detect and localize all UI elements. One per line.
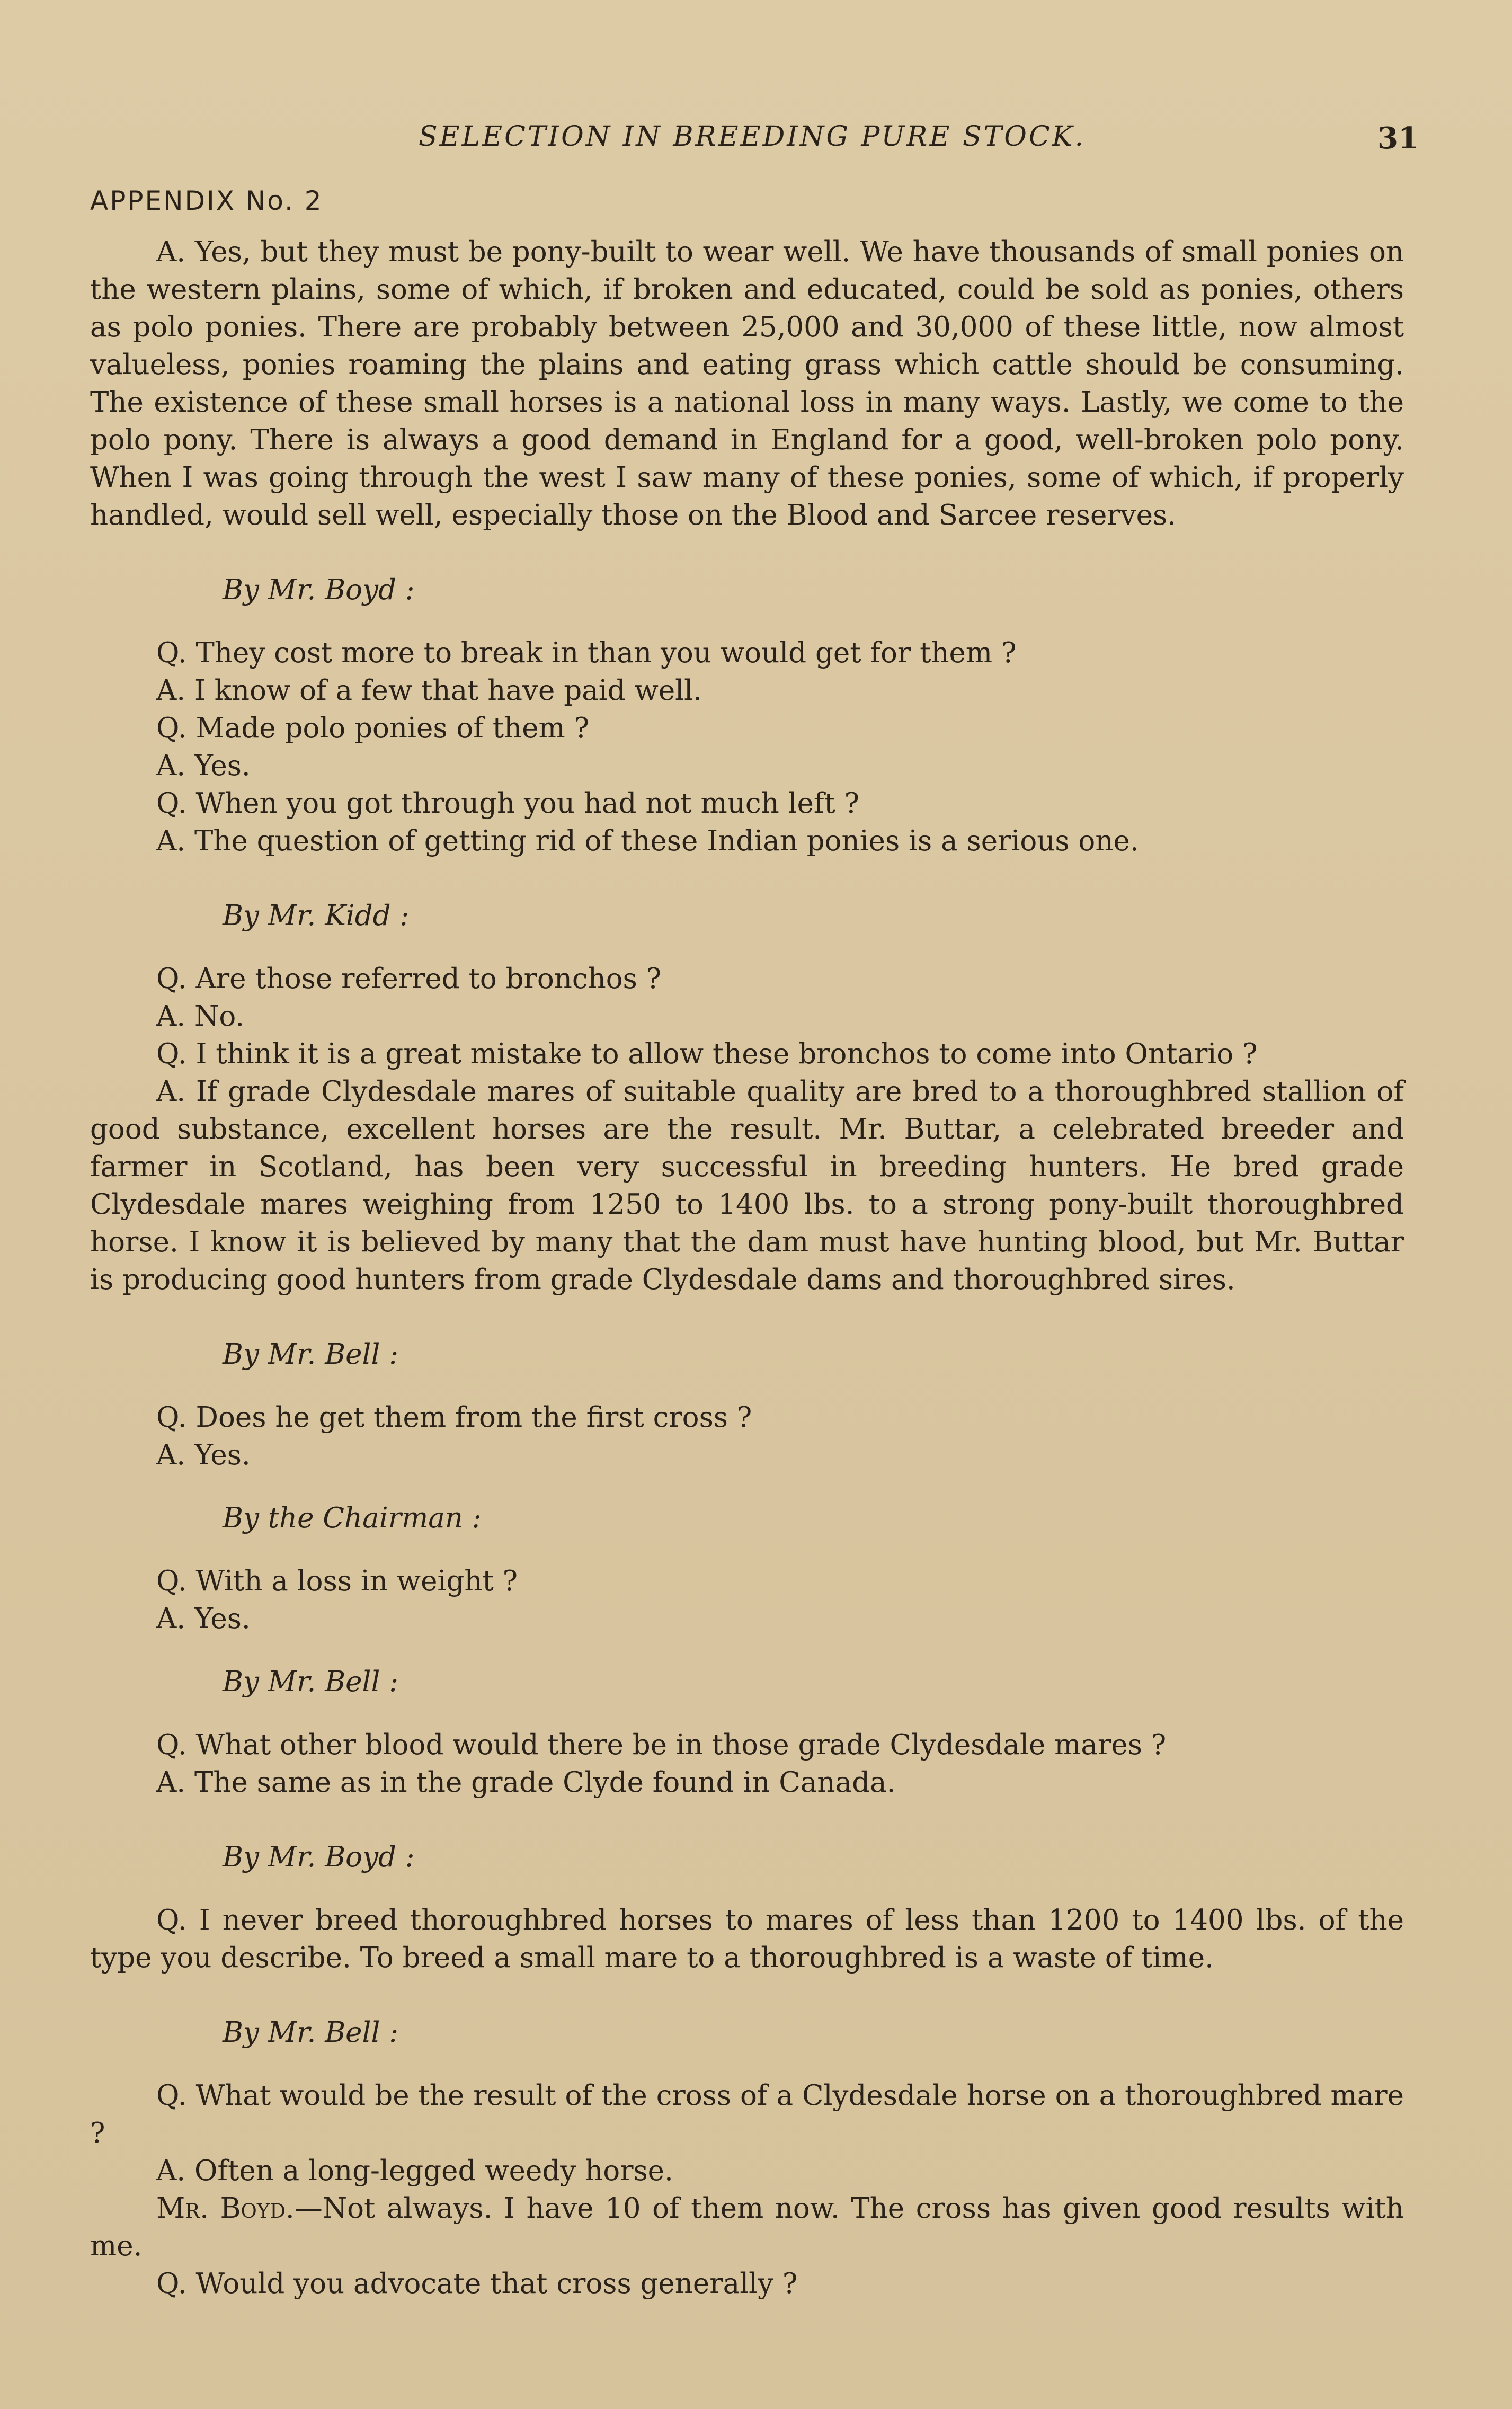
qa-line: A. Often a long-legged weedy horse.	[156, 2155, 673, 2187]
mr-boyd-remark	[90, 2190, 1404, 2265]
document-body	[90, 233, 1404, 2303]
qa-line: A. No.	[156, 1000, 245, 1033]
remark-text: —Not always. I have 10 of them now. The cross has given good results with me.	[90, 2192, 1404, 2262]
appendix-label: APPENDIX No. 2	[90, 185, 323, 216]
speaker-heading: By Mr. Bell :	[223, 1338, 399, 1371]
qa-line: Q. They cost more to break in than you would get for them ?	[156, 637, 1017, 669]
speaker-heading: By Mr. Boyd :	[223, 1841, 415, 1873]
answer-paragraph: A. If grade Clydesdale mares of suitable quality are bred to a thoroughbred stallion of good substance, excellent horses are the result. Mr. Buttar, a celebrated breeder and farmer in Scotland, has been very successful in breeding hunters. He bred grade Clydesdale mares weighing from 1250 to 1400 lbs. to a strong pony-built thoroughbred horse. I know it is believed by many that the dam must have hunting blood, but Mr. Buttar is producing good hunters from grade Clydesdale dams and thoroughbred sires.	[90, 1075, 1404, 1296]
running-head: SELECTION IN BREEDING PURE STOCK.	[419, 121, 1086, 153]
opening-paragraph: A. Yes, but they must be pony-built to wear well. We have thousands of small ponies on the western plains, some of which, if broken and educated, could be sold as ponies, others as polo ponies. There are probably between 25,000 and 30,000 of these little, now almost valueless, ponies roaming the plains and eating grass which cattle should be consuming. The existence of these small horses is a national loss in many ways. Lastly, we come to the polo pony. There is always a good demand in England for a good, well-broken polo pony. When I was going through the west I saw many of these ponies, some of which, if properly handled, would sell well, especially those on the Blood and Sarcee reserves.	[90, 236, 1404, 531]
qa-line: Q. Are those referred to bronchos ?	[156, 963, 662, 995]
qa-line: A. The question of getting rid of these Indian ponies is a serious one.	[156, 825, 1139, 857]
speaker-heading: By Mr. Bell :	[223, 1666, 399, 1698]
qa-line: A. The same as in the grade Clyde found in Canada.	[156, 1766, 896, 1799]
page-number: 31	[1377, 121, 1419, 156]
question-paragraph: Q. I never breed thoroughbred horses to mares of less than 1200 to 1400 lbs. of the type you describe. To breed a small mare to a thoroughbred is a waste of time.	[90, 1904, 1404, 1974]
speaker-name: Mr. Boyd.	[156, 2192, 295, 2225]
qa-line: A. I know of a few that have paid well.	[156, 674, 702, 707]
qa-line: Q. When you got through you had not much left ?	[156, 787, 860, 820]
speaker-heading: By Mr. Kidd :	[223, 900, 410, 932]
qa-line: Q. I think it is a great mistake to allow these bronchos to come into Ontario ?	[156, 1038, 1258, 1070]
qa-line: A. Yes.	[156, 1439, 251, 1471]
qa-line: Q. With a loss in weight ?	[156, 1565, 518, 1597]
qa-line: Q. Made polo ponies of them ?	[156, 712, 590, 744]
speaker-heading: By the Chairman :	[223, 1502, 482, 1534]
qa-line: A. Yes.	[156, 1603, 251, 1635]
speaker-heading: By Mr. Boyd :	[223, 574, 415, 606]
qa-line: Q. What other blood would there be in those grade Clydesdale mares ?	[156, 1729, 1167, 1761]
qa-line: Q. Would you advocate that cross generally ?	[156, 2268, 798, 2300]
speaker-heading: By Mr. Bell :	[223, 2016, 399, 2049]
question-paragraph: Q. What would be the result of the cross of a Clydesdale horse on a thoroughbred mare ?	[90, 2079, 1404, 2149]
qa-line: A. Yes.	[156, 750, 251, 782]
qa-line: Q. Does he get them from the first cross ?	[156, 1401, 752, 1434]
